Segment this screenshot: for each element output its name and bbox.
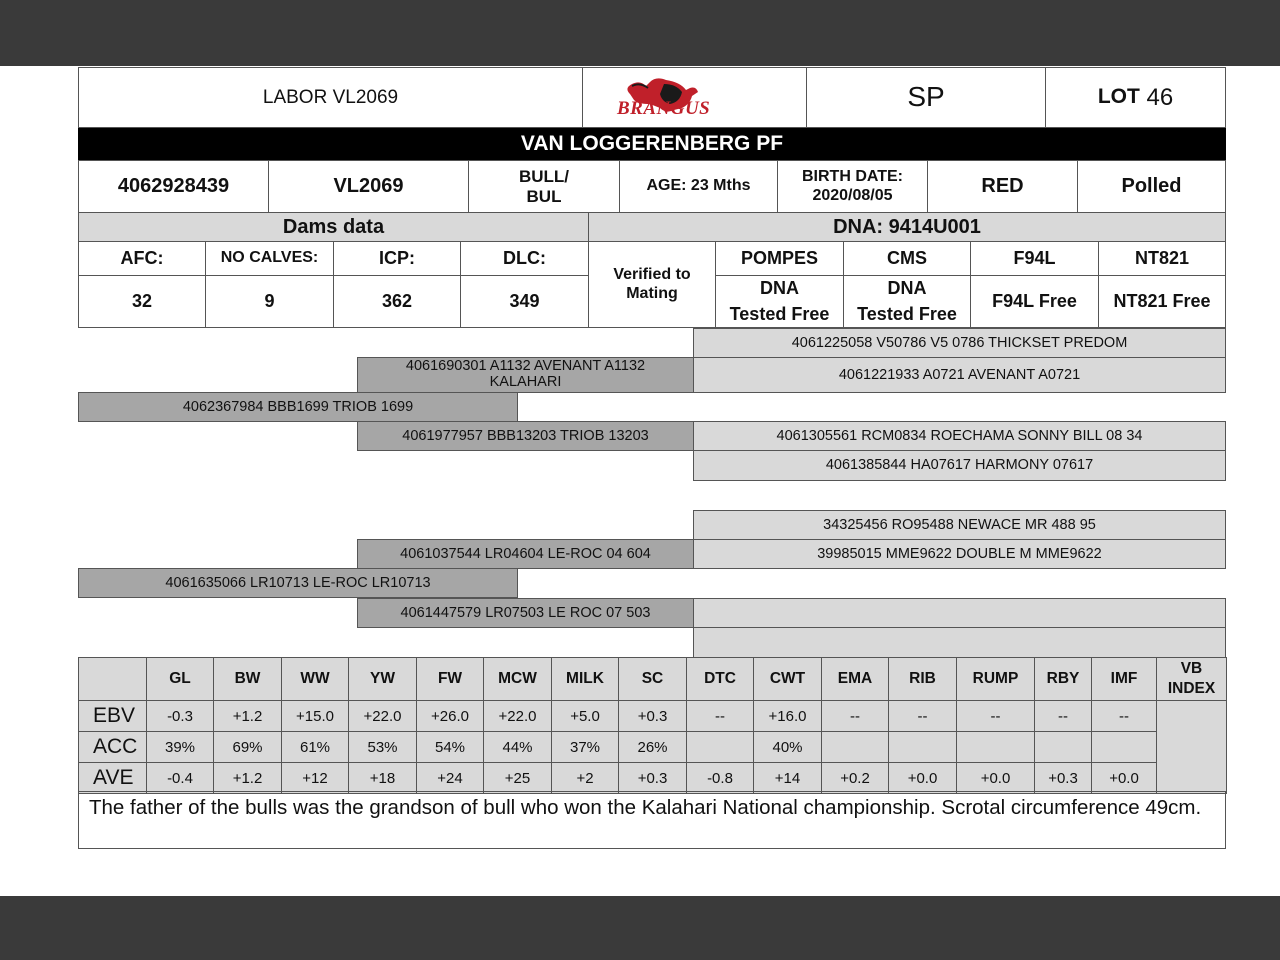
verified-to-mating xyxy=(588,241,716,328)
ebv-cell: +26.0 xyxy=(417,701,484,732)
ebv-col-vb-index xyxy=(1157,658,1227,701)
ave-cell: +12 xyxy=(282,763,349,794)
dna-result-cms-line1: DNA xyxy=(887,278,927,299)
ave-cell: -0.8 xyxy=(687,763,754,794)
lot xyxy=(1045,67,1226,128)
row-label-ebv: EBV xyxy=(79,701,147,732)
ebv-col-ema: EMA xyxy=(822,658,889,701)
ave-cell: +0.0 xyxy=(889,763,957,794)
dna-result-pompes xyxy=(715,275,844,328)
dams-title: Dams data xyxy=(78,212,589,242)
ave-cell: +25 xyxy=(484,763,552,794)
age: AGE: 23 Mths xyxy=(619,160,778,213)
pedigree-dam-dam-dam xyxy=(693,627,1226,658)
dna-test-f94l: F94L xyxy=(970,241,1099,276)
dna-title: DNA: 9414U001 xyxy=(588,212,1226,242)
dna-result-cms-line2: Tested Free xyxy=(857,303,957,324)
breeder-name: VAN LOGGERENBERG PF xyxy=(78,128,1226,160)
acc-cell: 61% xyxy=(282,732,349,763)
ebv-col-milk: MILK xyxy=(552,658,619,701)
pedigree-dam-sire-dam: 39985015 MME9622 DOUBLE M MME9622 xyxy=(693,539,1226,569)
ebv-corner xyxy=(79,658,147,701)
ave-cell: +14 xyxy=(754,763,822,794)
ave-cell: +0.3 xyxy=(1035,763,1092,794)
ave-cell: +18 xyxy=(349,763,417,794)
pedigree-dam: 4061635066 LR10713 LE-ROC LR10713 xyxy=(78,568,518,598)
ebv-cell: +0.3 xyxy=(619,701,687,732)
ave-cell: -0.4 xyxy=(147,763,214,794)
ebv-cell: +1.2 xyxy=(214,701,282,732)
row-label-ave: AVE xyxy=(79,763,147,794)
sex xyxy=(468,160,620,213)
animal-name: LABOR VL2069 xyxy=(78,67,583,128)
ave-cell: +2 xyxy=(552,763,619,794)
acc-cell xyxy=(957,732,1035,763)
ebv-col-imf: IMF xyxy=(1092,658,1157,701)
ave-row xyxy=(79,763,1227,794)
acc-cell xyxy=(1035,732,1092,763)
dams-value-calves: 9 xyxy=(205,275,334,328)
dams-header-afc: AFC: xyxy=(78,241,206,276)
pedigree-dam-dam-sire xyxy=(693,598,1226,628)
bottom-dark-band xyxy=(0,896,1280,960)
ebv-col-dtc: DTC xyxy=(687,658,754,701)
birth-date-label: BIRTH DATE: xyxy=(801,168,904,186)
sex-line1: BULL/ xyxy=(518,166,570,186)
ave-cell: +0.3 xyxy=(619,763,687,794)
ebv-cell: -- xyxy=(957,701,1035,732)
dams-value-icp: 362 xyxy=(333,275,461,328)
acc-cell: 54% xyxy=(417,732,484,763)
color: RED xyxy=(927,160,1078,213)
pedigree-dam-dam: 4061447579 LR07503 LE ROC 07 503 xyxy=(357,598,694,628)
acc-cell xyxy=(687,732,754,763)
acc-cell: 44% xyxy=(484,732,552,763)
ebv-col-rump: RUMP xyxy=(957,658,1035,701)
verified-line2: Mating xyxy=(626,284,678,302)
ebv-table xyxy=(78,657,1227,794)
acc-cell xyxy=(889,732,957,763)
lot-number: 46 xyxy=(1146,83,1174,111)
dams-value-dlc: 349 xyxy=(460,275,589,328)
dams-header-calves: NO CALVES: xyxy=(205,241,334,276)
ave-cell: +1.2 xyxy=(214,763,282,794)
vb-index-line1: VB xyxy=(1180,659,1203,677)
ave-cell: +0.0 xyxy=(1092,763,1157,794)
lot-label: LOT xyxy=(1097,85,1140,109)
registration-number: 4062928439 xyxy=(78,160,269,213)
dams-header-dlc: DLC: xyxy=(460,241,589,276)
pedigree-dam-sire: 4061037544 LR04604 LE-ROC 04 604 xyxy=(357,539,694,569)
ebv-cell: -- xyxy=(822,701,889,732)
birth-date xyxy=(777,160,928,213)
dna-result-f94l: F94L Free xyxy=(970,275,1099,328)
ebv-col-bw: BW xyxy=(214,658,282,701)
dna-result-pompes-line2: Tested Free xyxy=(729,303,830,324)
brangus-logo xyxy=(582,67,807,128)
ebv-col-mcw: MCW xyxy=(484,658,552,701)
pedigree-dam-sire-sire: 34325456 RO95488 NEWACE MR 488 95 xyxy=(693,510,1226,540)
row-label-acc: ACC xyxy=(79,732,147,763)
comment-box: The father of the bulls was the grandson of bull who won the Kalahari National championship. Scrotal circumference 49cm. xyxy=(78,791,1226,849)
pedigree-sire-dam-sire: 4061305561 RCM0834 ROECHAMA SONNY BILL 08 34 xyxy=(693,421,1226,451)
ebv-col-cwt: CWT xyxy=(754,658,822,701)
vb-index-value xyxy=(1157,701,1227,794)
logo-text: BRANGUS xyxy=(617,98,711,119)
acc-cell: 69% xyxy=(214,732,282,763)
acc-cell: 37% xyxy=(552,732,619,763)
pedigree-sire-dam: 4061977957 BBB13203 TRIOB 13203 xyxy=(357,421,694,451)
dna-test-nt821: NT821 xyxy=(1098,241,1226,276)
ebv-cell: +16.0 xyxy=(754,701,822,732)
dna-result-pompes-line1: DNA xyxy=(760,278,799,299)
dna-test-pompes: POMPES xyxy=(715,241,844,276)
ebv-cell: -0.3 xyxy=(147,701,214,732)
acc-row xyxy=(79,732,1227,763)
pedigree-sire-sire xyxy=(357,357,694,393)
vb-index-line2: INDEX xyxy=(1167,680,1216,697)
ebv-col-yw: YW xyxy=(349,658,417,701)
ebv-col-sc: SC xyxy=(619,658,687,701)
tag-number: VL2069 xyxy=(268,160,469,213)
ave-cell: +0.0 xyxy=(957,763,1035,794)
ebv-cell: +5.0 xyxy=(552,701,619,732)
acc-cell: 40% xyxy=(754,732,822,763)
sex-line2: BUL xyxy=(526,186,562,206)
pedigree-sire-sire-line2: KALAHARI xyxy=(489,374,562,390)
top-dark-band xyxy=(0,0,1280,66)
acc-cell xyxy=(822,732,889,763)
ebv-col-gl: GL xyxy=(147,658,214,701)
pedigree-sire-sire-sire: 4061225058 V50786 V5 0786 THICKSET PREDOM xyxy=(693,328,1226,358)
acc-cell: 53% xyxy=(349,732,417,763)
pedigree-sire-sire-line1: 4061690301 A1132 AVENANT A1132 xyxy=(405,358,646,375)
ebv-cell: -- xyxy=(1035,701,1092,732)
ebv-cell: +22.0 xyxy=(484,701,552,732)
pedigree-sire-sire-dam: 4061221933 A0721 AVENANT A0721 xyxy=(693,357,1226,393)
dna-result-nt821: NT821 Free xyxy=(1098,275,1226,328)
ebv-row xyxy=(79,701,1227,732)
ebv-cell: -- xyxy=(1092,701,1157,732)
ebv-cell: +22.0 xyxy=(349,701,417,732)
ave-cell: +24 xyxy=(417,763,484,794)
grade: SP xyxy=(806,67,1046,128)
ebv-col-fw: FW xyxy=(417,658,484,701)
dams-value-afc: 32 xyxy=(78,275,206,328)
ebv-col-rby: RBY xyxy=(1035,658,1092,701)
pedigree-sire: 4062367984 BBB1699 TRIOB 1699 xyxy=(78,392,518,422)
ebv-cell: -- xyxy=(889,701,957,732)
ave-cell: +0.2 xyxy=(822,763,889,794)
polled: Polled xyxy=(1077,160,1226,213)
dams-header-icp: ICP: xyxy=(333,241,461,276)
pedigree-sire-dam-dam: 4061385844 HA07617 HARMONY 07617 xyxy=(693,450,1226,481)
ebv-col-ww: WW xyxy=(282,658,349,701)
ebv-header-row xyxy=(79,658,1227,701)
ebv-cell: -- xyxy=(687,701,754,732)
acc-cell: 39% xyxy=(147,732,214,763)
ebv-cell: +15.0 xyxy=(282,701,349,732)
verified-line1: Verified to xyxy=(613,266,691,284)
acc-cell xyxy=(1092,732,1157,763)
ebv-col-rib: RIB xyxy=(889,658,957,701)
dna-test-cms: CMS xyxy=(843,241,971,276)
dna-result-cms xyxy=(843,275,971,328)
acc-cell: 26% xyxy=(619,732,687,763)
birth-date-value: 2020/08/05 xyxy=(812,186,893,204)
